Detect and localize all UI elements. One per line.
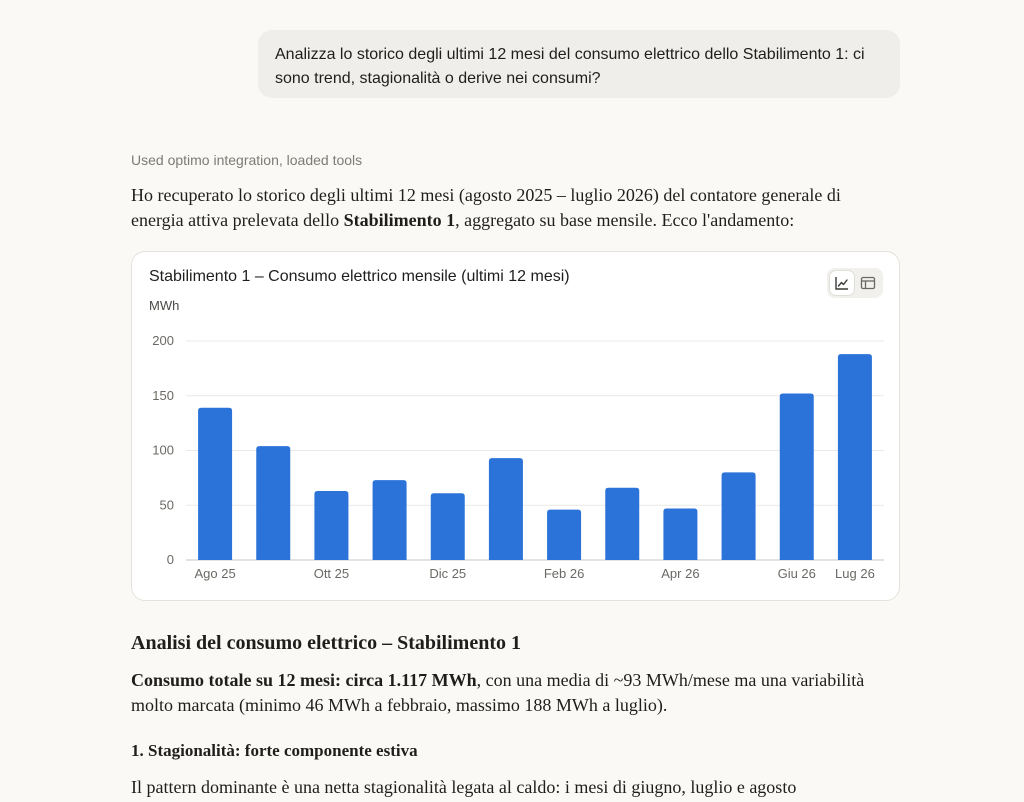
y-tick-label-50: 50 (159, 497, 174, 513)
y-tick-label-200: 200 (152, 333, 174, 348)
x-tick-label-dic-25: Dic 25 (429, 566, 467, 581)
seasonality-heading: 1. Stagionalità: forte componente estiva (131, 741, 418, 760)
bar-apr-26[interactable] (663, 509, 697, 560)
y-tick-label-0: 0 (166, 552, 174, 567)
y-tick-label-100: 100 (152, 442, 174, 458)
assistant-intro-paragraph (131, 183, 891, 233)
x-tick-label-giu-26: Giu 26 (777, 566, 816, 581)
line-chart-icon (834, 275, 850, 291)
bar-dic-25[interactable] (431, 493, 465, 560)
seasonality-paragraph: Il pattern dominante è una netta stagionalità legata al caldo: i mesi di giugno, luglio e agosto (131, 777, 797, 797)
user-message-bubble (258, 30, 900, 98)
bar-giu-26[interactable] (780, 394, 814, 560)
total-consumption-paragraph (131, 668, 871, 718)
chart-view-button[interactable] (830, 271, 854, 295)
chart-title: Stabilimento 1 – Consumo elettrico mensile (ultimi 12 mesi) (149, 268, 570, 285)
user-message-text: Analizza lo storico degli ultimi 12 mesi del consumo elettrico dello Stabilimento 1: ci sono trend, stagionalità o derive nei consumi? (275, 46, 865, 87)
bar-lug-26[interactable] (838, 354, 872, 560)
table-view-button[interactable] (856, 271, 880, 295)
bar-ago-25[interactable] (198, 408, 232, 560)
bar-ott-25[interactable] (314, 491, 348, 560)
chart-card (131, 251, 900, 601)
intro-text-part1: Ho recuperato lo storico degli ultimi 12 mesi (agosto 2025 – luglio 2026) del contatore generale di energia attiva prelevata dello (131, 185, 841, 230)
bar-nov-25[interactable] (373, 480, 407, 560)
x-tick-label-ago-25: Ago 25 (194, 566, 236, 581)
bar-gen-26[interactable] (489, 458, 523, 560)
tools-status-text[interactable]: Used optimo integration, loaded tools (131, 152, 363, 168)
bar-set-25[interactable] (256, 446, 290, 560)
x-tick-label-feb-26: Feb 26 (543, 566, 585, 581)
intro-text-part2: , aggregato su base mensile. Ecco l'andamento: (455, 210, 795, 230)
bar-feb-26[interactable] (547, 510, 581, 560)
x-tick-label-lug-26: Lug 26 (835, 566, 875, 581)
bar-mar-26[interactable] (605, 488, 639, 560)
y-tick-label-150: 150 (152, 387, 174, 403)
bar-mag-26[interactable] (722, 472, 756, 560)
total-consumption-rest: , con una media di ~93 MWh/mese ma una variabilità molto marcata (minimo 46 MWh a febbraio, massimo 188 MWh a luglio). (131, 670, 865, 715)
x-tick-label-apr-26: Apr 26 (661, 566, 700, 581)
table-icon (860, 275, 876, 291)
intro-text-bold: Stabilimento 1 (343, 210, 456, 230)
bar-chart (132, 252, 899, 600)
total-consumption-bold: Consumo totale su 12 mesi: circa 1.117 MWh (131, 670, 477, 690)
x-tick-label-ott-25: Ott 25 (313, 566, 350, 581)
chart-view-toggle (827, 268, 883, 298)
analysis-title: Analisi del consumo elettrico – Stabilimento 1 (131, 632, 521, 654)
y-axis-unit-label: MWh (149, 298, 180, 313)
